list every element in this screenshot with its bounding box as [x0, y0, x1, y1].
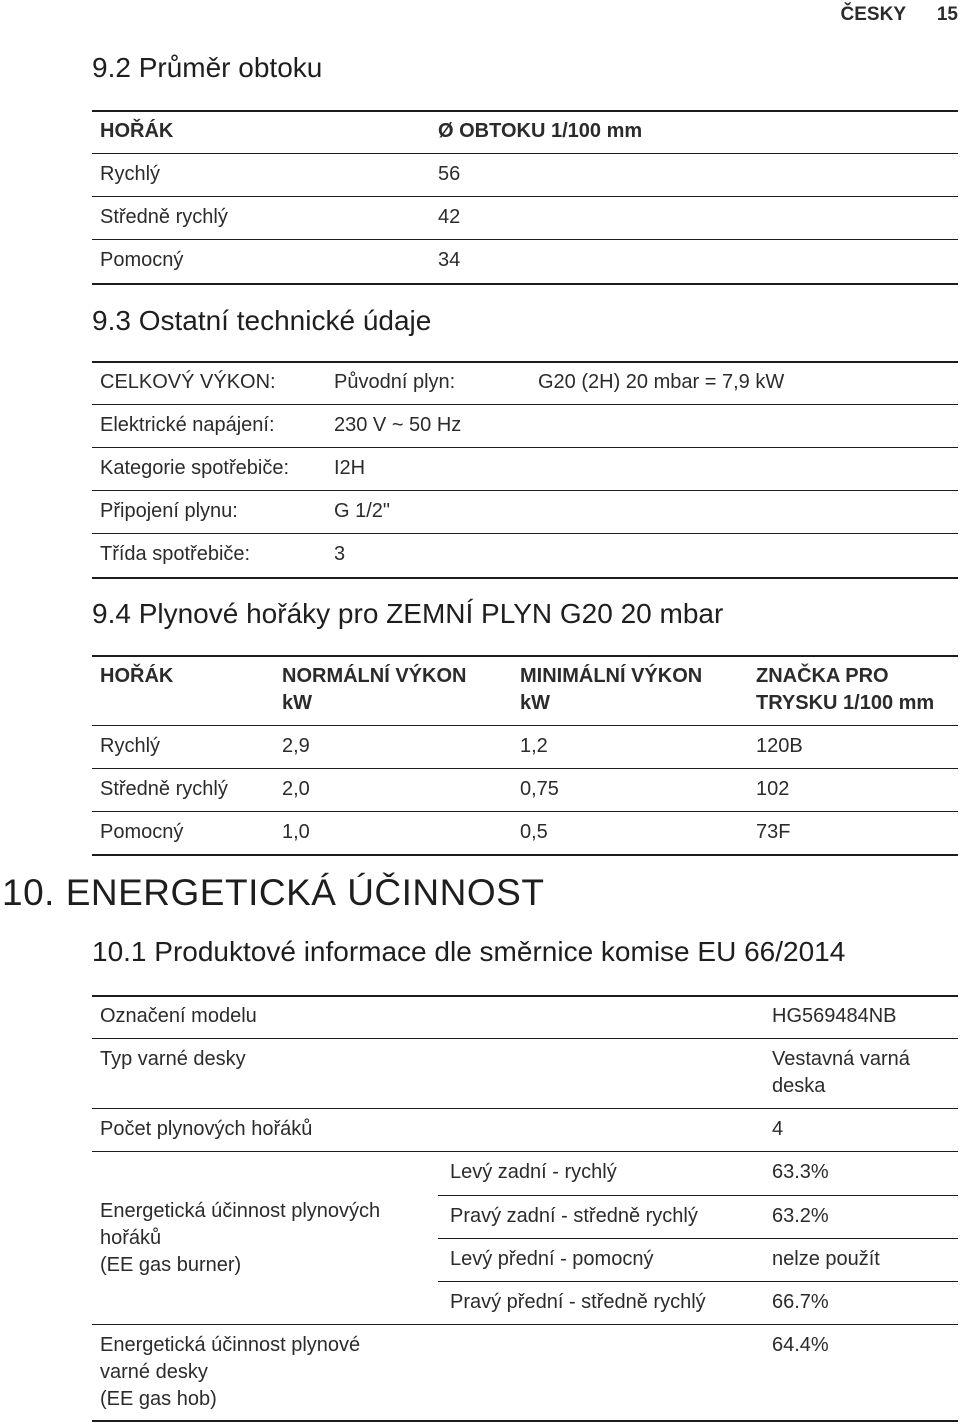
- table-rule: [92, 110, 958, 112]
- table-cell: 2,9: [282, 735, 310, 757]
- table-rule: [92, 577, 958, 579]
- table-rule: [92, 196, 958, 197]
- table-cell: Středně rychlý: [100, 778, 228, 800]
- table-rule: [438, 1238, 958, 1239]
- table-rule: [92, 153, 958, 154]
- table-cell: Kategorie spotřebiče:: [100, 457, 290, 479]
- table-cell: 120B: [756, 735, 803, 757]
- table-cell: 0,75: [520, 778, 559, 800]
- table-rule: [92, 854, 958, 856]
- table-cell: 4: [772, 1118, 784, 1140]
- column-header-nozzle-unit: TRYSKU 1/100 mm: [756, 692, 935, 714]
- column-header-bypass: Ø OBTOKU 1/100 mm: [438, 120, 643, 142]
- column-header-normal-power: NORMÁLNÍ VÝKON: [282, 665, 467, 687]
- table-rule: [92, 725, 958, 726]
- table-cell: G20 (2H) 20 mbar = 7,9 kW: [538, 371, 785, 393]
- table-cell: 1,0: [282, 821, 310, 843]
- column-header-burner: HOŘÁK: [100, 120, 174, 142]
- technical-table: [92, 361, 958, 583]
- table-rule: [92, 447, 958, 448]
- table-cell: Energetická účinnost plynové: [100, 1334, 361, 1356]
- table-cell: Středně rychlý: [100, 206, 228, 228]
- table-cell: Pomocný: [100, 249, 184, 271]
- page-number: 15: [936, 4, 958, 25]
- table-cell: Třída spotřebiče:: [100, 543, 251, 565]
- column-header-normal-unit: kW: [282, 692, 312, 714]
- table-cell: CELKOVÝ VÝKON:: [100, 371, 276, 393]
- table-rule: [92, 768, 958, 769]
- table-cell: Pomocný: [100, 821, 184, 843]
- section-heading-technical: 9.3 Ostatní technické údaje: [92, 305, 432, 336]
- table-cell: nelze použít: [772, 1248, 880, 1270]
- table-rule: [92, 1324, 958, 1325]
- section-heading-product-info: 10.1 Produktové informace dle směrnice komise EU 66/2014: [92, 936, 846, 967]
- section-heading-bypass: 9.2 Průměr obtoku: [92, 52, 323, 83]
- table-cell: Elektrické napájení:: [100, 414, 275, 436]
- table-cell: 63.2%: [772, 1205, 829, 1227]
- table-cell: 56: [438, 163, 461, 185]
- table-cell: Pravý zadní - středně rychlý: [450, 1205, 698, 1227]
- table-cell: HG569484NB: [772, 1005, 897, 1027]
- table-rule: [92, 1151, 958, 1152]
- energy-table: [92, 995, 958, 1423]
- table-cell: hořáků: [100, 1227, 162, 1249]
- table-cell: Typ varné desky: [100, 1048, 246, 1070]
- table-cell: varné desky: [100, 1361, 208, 1383]
- table-cell: 1,2: [520, 735, 548, 757]
- table-cell: 64.4%: [772, 1334, 829, 1356]
- section-heading-burners: 9.4 Plynové hořáky pro ZEMNÍ PLYN G20 20 mbar: [92, 598, 724, 629]
- table-cell: Energetická účinnost plynových: [100, 1200, 381, 1222]
- table-cell: 230 V ~ 50 Hz: [334, 414, 462, 436]
- burners-table: [92, 655, 958, 857]
- table-rule: [92, 655, 958, 657]
- table-cell: Pravý přední - středně rychlý: [450, 1291, 706, 1313]
- table-cell: 34: [438, 249, 461, 271]
- table-rule: [92, 361, 958, 363]
- table-cell: Připojení plynu:: [100, 500, 238, 522]
- table-cell: Levý zadní - rychlý: [450, 1161, 617, 1183]
- table-cell: 0,5: [520, 821, 548, 843]
- table-rule: [92, 239, 958, 240]
- table-cell: 42: [438, 206, 461, 228]
- table-rule: [92, 811, 958, 812]
- table-cell: Vestavná varná deska: [772, 1048, 910, 1097]
- page-header: [760, 2, 960, 26]
- table-cell: I2H: [334, 457, 366, 479]
- table-rule: [438, 1195, 958, 1196]
- table-cell: Levý přední - pomocný: [450, 1248, 654, 1270]
- column-header-min-unit: kW: [520, 692, 550, 714]
- table-cell: G 1/2": [334, 500, 391, 522]
- table-rule: [92, 533, 958, 534]
- table-cell: (EE gas hob): [100, 1388, 217, 1410]
- table-cell: Původní plyn:: [334, 371, 456, 393]
- table-rule: [92, 404, 958, 405]
- table-cell: Rychlý: [100, 163, 161, 185]
- table-rule: [92, 490, 958, 491]
- column-header-min-power: MINIMÁLNÍ VÝKON: [520, 665, 703, 687]
- table-cell: Počet plynových hořáků: [100, 1118, 313, 1140]
- language-label: ČESKY: [840, 4, 906, 25]
- bypass-table: [92, 110, 958, 290]
- table-cell: 73F: [756, 821, 791, 843]
- table-rule: [92, 1420, 958, 1422]
- table-rule: [92, 995, 958, 997]
- chapter-heading-energy: 10. ENERGETICKÁ ÚČINNOST: [2, 872, 545, 913]
- table-rule: [92, 1108, 958, 1109]
- table-cell: 63.3%: [772, 1161, 829, 1183]
- table-rule: [92, 1038, 958, 1039]
- column-header-nozzle: ZNAČKA PRO: [756, 665, 889, 687]
- table-cell: Označení modelu: [100, 1005, 257, 1027]
- table-rule: [92, 283, 958, 285]
- table-cell: 3: [334, 543, 346, 565]
- table-cell: 2,0: [282, 778, 310, 800]
- column-header-burner: HOŘÁK: [100, 665, 174, 687]
- table-cell: 102: [756, 778, 790, 800]
- table-cell: (EE gas burner): [100, 1254, 242, 1276]
- table-cell: 66.7%: [772, 1291, 829, 1313]
- table-rule: [438, 1281, 958, 1282]
- table-cell: Rychlý: [100, 735, 161, 757]
